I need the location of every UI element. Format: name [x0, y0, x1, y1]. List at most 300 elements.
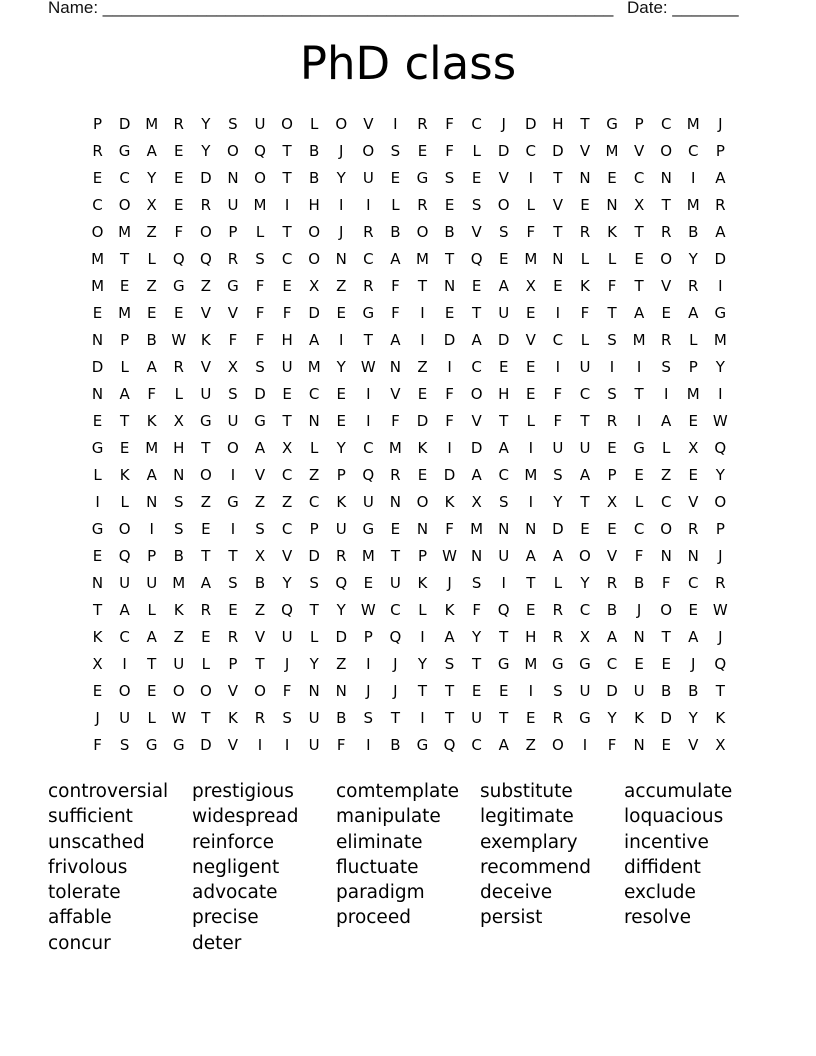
grid-letter: A — [498, 277, 509, 295]
grid-letter: A — [552, 547, 563, 565]
grid-letter: R — [552, 709, 564, 727]
grid-letter: Q — [281, 601, 293, 619]
grid-letter: Z — [281, 493, 293, 511]
grid-letter: L — [93, 466, 102, 484]
grid-letter: Q — [714, 439, 727, 457]
grid-letter: R — [200, 601, 212, 619]
grid-letter: F — [607, 277, 617, 295]
grid-row — [84, 381, 734, 408]
grid-letter: I — [691, 169, 696, 187]
grid-letter: E — [119, 277, 130, 295]
letter-grid — [84, 111, 734, 759]
grid-letter: V — [227, 736, 239, 754]
grid-letter: F — [445, 385, 454, 403]
grid-letter: Z — [200, 493, 211, 511]
grid-letter: Q — [362, 466, 375, 484]
grid-letter: K — [634, 709, 645, 727]
grid-letter: D — [200, 736, 212, 754]
grid-letter: U — [308, 736, 320, 754]
grid-letter: G — [416, 736, 429, 754]
grid-row — [84, 489, 734, 516]
grid-letter: Z — [173, 628, 184, 646]
grid-letter: N — [389, 358, 402, 376]
word-list-item: manipulate — [336, 806, 441, 828]
grid-letter: Y — [417, 655, 428, 673]
grid-letter: R — [579, 223, 591, 241]
grid-letter: R — [92, 142, 103, 160]
grid-letter: U — [362, 169, 374, 187]
grid-letter: I — [501, 574, 506, 592]
grid-letter: G — [579, 709, 591, 727]
grid-letter: L — [580, 250, 590, 268]
grid-letter: O — [416, 223, 429, 241]
grid-letter: Z — [254, 493, 266, 511]
grid-letter: L — [391, 196, 400, 214]
grid-letter: R — [606, 574, 618, 592]
grid-letter: O — [362, 142, 375, 160]
grid-letter: L — [472, 142, 481, 160]
grid-letter: S — [255, 520, 265, 538]
grid-letter: I — [636, 412, 642, 430]
grid-letter: N — [91, 385, 104, 403]
grid-letter: O — [199, 466, 212, 484]
grid-letter: D — [660, 709, 672, 727]
grid-letter: U — [362, 493, 374, 511]
word-list-item: prestigious — [192, 781, 294, 802]
word-list-item: accumulate — [624, 781, 733, 802]
grid-letter: H — [281, 331, 293, 349]
grid-letter: I — [663, 385, 669, 403]
grid-row — [84, 300, 734, 327]
grid-letter: J — [718, 547, 723, 565]
grid-letter: O — [199, 223, 212, 241]
word-list-item: paradigm — [336, 882, 425, 904]
grid-letter: I — [149, 520, 154, 538]
grid-letter: I — [366, 655, 371, 673]
word-list-item: incentive — [624, 831, 709, 853]
grid-letter: I — [609, 358, 615, 376]
grid-letter: C — [281, 466, 293, 484]
grid-letter: C — [525, 142, 537, 160]
grid-letter: X — [146, 196, 157, 214]
grid-letter: I — [718, 277, 723, 295]
word-list-item: controversial — [48, 781, 169, 802]
grid-letter: J — [718, 115, 723, 133]
grid-letter: E — [92, 304, 103, 322]
grid-letter: T — [228, 547, 238, 565]
grid-letter: T — [444, 709, 455, 727]
grid-letter: M — [91, 250, 105, 268]
grid-letter: J — [447, 574, 452, 592]
grid-letter: X — [309, 277, 320, 295]
grid-letter: T — [417, 277, 428, 295]
grid-letter: M — [253, 196, 267, 214]
grid-letter: D — [443, 331, 456, 349]
grid-letter: X — [92, 655, 103, 673]
grid-letter: Z — [146, 223, 157, 241]
grid-letter: M — [388, 439, 402, 457]
grid-letter: A — [471, 466, 482, 484]
grid-letter: Y — [336, 169, 346, 187]
grid-letter: A — [498, 736, 509, 754]
grid-letter: E — [526, 601, 536, 619]
grid-letter: T — [499, 628, 509, 646]
grid-letter: G — [416, 169, 429, 187]
grid-letter: P — [607, 466, 617, 484]
grid-row — [84, 651, 734, 678]
grid-letter: G — [362, 304, 375, 322]
grid-letter: E — [688, 412, 698, 430]
grid-letter: T — [120, 412, 130, 430]
grid-letter: X — [715, 736, 726, 754]
grid-letter: E — [498, 358, 509, 376]
grid-letter: K — [580, 277, 590, 295]
grid-letter: U — [579, 439, 591, 457]
grid-letter: L — [147, 709, 156, 727]
grid-letter: T — [607, 304, 617, 322]
grid-letter: Z — [336, 655, 347, 673]
grid-letter: I — [420, 709, 425, 727]
grid-letter: V — [227, 682, 239, 700]
grid-letter: F — [526, 223, 536, 241]
grid-letter: C — [579, 601, 591, 619]
grid-letter: K — [146, 412, 157, 430]
grid-letter: B — [633, 574, 645, 592]
grid-letter: A — [146, 466, 157, 484]
grid-letter: U — [633, 682, 645, 700]
grid-letter: K — [417, 439, 428, 457]
grid-letter: L — [607, 250, 617, 268]
grid-letter: L — [120, 493, 129, 511]
grid-letter: E — [661, 655, 671, 673]
grid-letter: F — [255, 277, 265, 295]
grid-letter: E — [146, 682, 157, 700]
grid-letter: I — [95, 493, 100, 511]
word-list-item: comtemplate — [336, 781, 460, 802]
grid-letter: P — [147, 547, 157, 565]
grid-letter: D — [200, 169, 212, 187]
grid-letter: P — [688, 358, 698, 376]
grid-letter: G — [714, 304, 727, 322]
grid-letter: F — [228, 331, 238, 349]
grid-letter: S — [607, 331, 617, 349]
grid-letter: F — [634, 547, 644, 565]
grid-letter: T — [201, 547, 211, 565]
grid-letter: J — [691, 655, 696, 673]
grid-letter: P — [309, 520, 319, 538]
grid-letter: O — [660, 250, 673, 268]
grid-letter: O — [660, 142, 673, 160]
grid-letter: A — [146, 628, 157, 646]
grid-letter: C — [660, 493, 672, 511]
grid-letter: N — [308, 412, 320, 430]
grid-letter: K — [173, 601, 184, 619]
grid-letter: C — [633, 520, 645, 538]
grid-letter: T — [417, 682, 428, 700]
grid-letter: A — [579, 466, 591, 484]
grid-letter: H — [525, 628, 537, 646]
grid-letter: F — [445, 520, 454, 538]
grid-letter: E — [336, 412, 346, 430]
grid-letter: A — [688, 628, 699, 646]
word-list-item: sufficient — [48, 806, 133, 828]
grid-letter: G — [118, 142, 131, 160]
grid-letter: P — [336, 466, 346, 484]
grid-row — [84, 570, 734, 597]
grid-letter: K — [607, 223, 617, 241]
grid-letter: U — [498, 304, 510, 322]
grid-letter: C — [606, 655, 618, 673]
grid-letter: E — [146, 304, 157, 322]
grid-letter: I — [366, 385, 371, 403]
grid-letter: E — [634, 655, 644, 673]
grid-letter: M — [118, 304, 132, 322]
grid-letter: M — [605, 142, 619, 160]
grid-letter: W — [171, 709, 187, 727]
grid-letter: A — [661, 412, 672, 430]
grid-letter: V — [688, 493, 699, 511]
grid-letter: O — [227, 142, 239, 160]
grid-letter: I — [393, 115, 398, 133]
grid-letter: N — [498, 520, 510, 538]
grid-row — [84, 543, 734, 570]
word-list-item: loquacious — [624, 806, 724, 828]
grid-letter: E — [688, 601, 698, 619]
grid-letter: Z — [200, 277, 211, 295]
grid-letter: C — [308, 493, 320, 511]
grid-letter: R — [688, 520, 699, 538]
grid-letter: O — [91, 223, 104, 241]
grid-letter: R — [363, 223, 374, 241]
grid-letter: D — [335, 628, 348, 646]
grid-letter: B — [390, 736, 401, 754]
grid-letter: Q — [443, 736, 456, 754]
grid-letter: A — [471, 331, 482, 349]
grid-letter: E — [417, 466, 428, 484]
grid-letter: M — [524, 655, 538, 673]
grid-letter: V — [200, 304, 211, 322]
grid-letter: G — [172, 736, 185, 754]
grid-letter: L — [634, 493, 644, 511]
grid-letter: L — [255, 223, 265, 241]
grid-letter: M — [307, 358, 321, 376]
grid-row — [84, 516, 734, 543]
grid-letter: E — [498, 682, 509, 700]
grid-letter: O — [497, 196, 510, 214]
grid-letter: B — [661, 682, 672, 700]
grid-letter: U — [579, 682, 591, 700]
grid-letter: N — [91, 574, 104, 592]
grid-letter: R — [417, 196, 428, 214]
grid-letter: T — [147, 655, 157, 673]
grid-letter: D — [416, 412, 429, 430]
word-list-item: reinforce — [192, 831, 275, 853]
grid-letter: I — [582, 736, 588, 754]
grid-letter: B — [146, 331, 157, 349]
grid-letter: O — [227, 439, 239, 457]
grid-letter: G — [145, 736, 158, 754]
grid-letter: X — [525, 277, 536, 295]
grid-letter: Q — [254, 142, 266, 160]
grid-letter: B — [173, 547, 184, 565]
grid-letter: U — [579, 358, 591, 376]
grid-letter: S — [390, 142, 401, 160]
grid-letter: N — [606, 196, 618, 214]
grid-letter: E — [92, 547, 103, 565]
grid-letter: J — [95, 709, 100, 727]
grid-letter: R — [660, 223, 672, 241]
grid-letter: E — [390, 169, 401, 187]
grid-letter: O — [172, 682, 185, 700]
grid-letter: W — [712, 601, 728, 619]
grid-letter: T — [201, 709, 211, 727]
grid-letter: S — [228, 385, 238, 403]
grid-letter: C — [92, 196, 103, 214]
grid-letter: C — [660, 115, 672, 133]
grid-letter: L — [553, 574, 563, 592]
word-list-item: widespread — [192, 806, 299, 828]
grid-letter: N — [579, 169, 591, 187]
grid-letter: Y — [336, 439, 346, 457]
grid-letter: M — [524, 250, 538, 268]
grid-letter: Q — [199, 250, 212, 268]
grid-letter: N — [525, 520, 537, 538]
grid-letter: C — [363, 439, 374, 457]
grid-letter: E — [580, 196, 590, 214]
grid-letter: U — [471, 709, 483, 727]
grid-letter: P — [715, 142, 725, 160]
grid-letter: O — [579, 547, 591, 565]
grid-letter: Q — [118, 547, 131, 565]
grid-letter: Y — [688, 709, 698, 727]
grid-letter: G — [633, 439, 645, 457]
grid-letter: F — [553, 385, 563, 403]
grid-letter: F — [445, 142, 454, 160]
grid-letter: B — [606, 601, 618, 619]
grid-letter: G — [579, 655, 591, 673]
grid-letter: T — [499, 709, 509, 727]
grid-letter: T — [580, 115, 590, 133]
grid-letter: E — [661, 736, 671, 754]
grid-letter: E — [444, 304, 455, 322]
word-list-item: tolerate — [48, 882, 121, 904]
grid-letter: O — [308, 223, 321, 241]
grid-letter: E — [336, 385, 346, 403]
grid-letter: E — [119, 439, 130, 457]
grid-letter: E — [526, 385, 536, 403]
grid-letter: U — [227, 412, 239, 430]
grid-letter: C — [390, 601, 401, 619]
word-list-item: exclude — [624, 882, 696, 904]
grid-letter: D — [443, 466, 456, 484]
grid-letter: L — [174, 385, 183, 403]
grid-letter: F — [472, 601, 481, 619]
grid-row — [84, 732, 734, 759]
grid-letter: S — [255, 358, 265, 376]
grid-letter: K — [417, 574, 428, 592]
grid-letter: O — [335, 115, 348, 133]
grid-letter: I — [230, 466, 236, 484]
grid-letter: Y — [553, 493, 563, 511]
grid-letter: F — [93, 736, 102, 754]
grid-letter: Q — [172, 250, 185, 268]
grid-letter: S — [174, 493, 184, 511]
word-list-item: deter — [192, 932, 242, 954]
grid-letter: O — [254, 682, 266, 700]
grid-letter: E — [174, 196, 184, 214]
grid-letter: I — [636, 358, 642, 376]
grid-letter: F — [391, 412, 400, 430]
grid-letter: V — [227, 304, 239, 322]
grid-letter: E — [526, 304, 536, 322]
grid-letter: U — [308, 709, 320, 727]
grid-letter: P — [120, 331, 130, 349]
word-list-item: precise — [192, 907, 259, 929]
grid-letter: R — [336, 547, 347, 565]
grid-letter: I — [230, 520, 236, 538]
grid-letter: T — [526, 574, 536, 592]
grid-letter: O — [281, 115, 293, 133]
grid-letter: R — [660, 331, 672, 349]
grid-letter: I — [528, 439, 533, 457]
word-list-item: resolve — [624, 907, 692, 929]
grid-letter: I — [339, 331, 344, 349]
grid-letter: J — [636, 601, 642, 619]
grid-letter: E — [471, 682, 482, 700]
grid-letter: G — [552, 655, 564, 673]
grid-letter: R — [173, 358, 184, 376]
grid-letter: M — [632, 331, 646, 349]
grid-letter: I — [284, 196, 290, 214]
grid-letter: T — [634, 277, 644, 295]
grid-letter: H — [552, 115, 564, 133]
grid-letter: S — [309, 574, 319, 592]
grid-letter: T — [92, 601, 103, 619]
grid-letter: T — [444, 250, 455, 268]
grid-letter: Y — [336, 358, 346, 376]
grid-letter: F — [580, 304, 590, 322]
grid-letter: S — [119, 736, 130, 754]
grid-letter: K — [92, 628, 103, 646]
grid-letter: I — [420, 628, 425, 646]
grid-letter: P — [417, 547, 427, 565]
grid-letter: G — [227, 277, 239, 295]
grid-row — [84, 462, 734, 489]
grid-letter: G — [497, 655, 510, 673]
grid-letter: N — [416, 520, 429, 538]
grid-letter: E — [174, 304, 184, 322]
grid-letter: E — [92, 412, 103, 430]
grid-letter: M — [686, 385, 700, 403]
grid-letter: U — [173, 655, 185, 673]
grid-letter: A — [309, 331, 320, 349]
grid-letter: U — [552, 439, 564, 457]
grid-row — [84, 273, 734, 300]
grid-letter: A — [200, 574, 211, 592]
grid-letter: N — [146, 493, 158, 511]
grid-letter: S — [255, 250, 265, 268]
grid-letter: J — [393, 655, 398, 673]
grid-letter: E — [417, 385, 428, 403]
grid-letter: S — [363, 709, 374, 727]
grid-letter: Y — [201, 115, 211, 133]
grid-letter: S — [498, 223, 509, 241]
grid-letter: D — [308, 304, 320, 322]
grid-letter: I — [447, 358, 452, 376]
grid-letter: D — [497, 142, 510, 160]
grid-letter: T — [661, 196, 671, 214]
grid-letter: X — [688, 439, 699, 457]
